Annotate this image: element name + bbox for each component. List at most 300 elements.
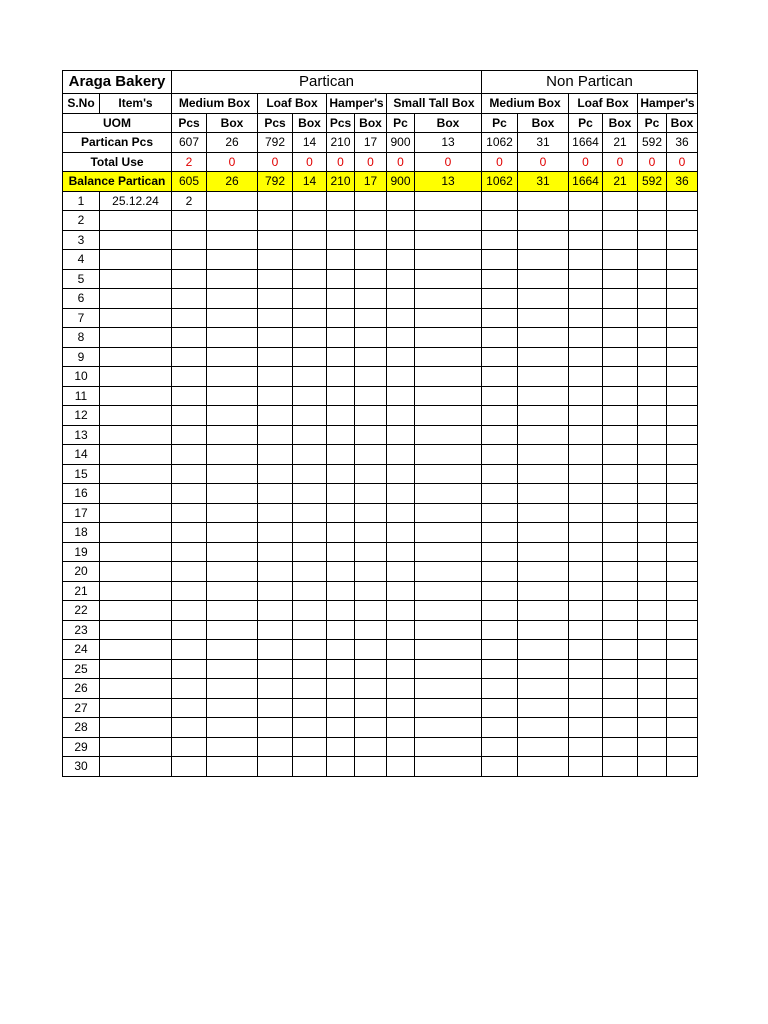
entry-cell[interactable] — [387, 425, 415, 445]
entry-cell[interactable] — [172, 367, 207, 387]
entry-cell[interactable] — [569, 269, 603, 289]
entry-cell[interactable] — [327, 191, 355, 211]
entry-cell[interactable] — [603, 640, 638, 660]
entry-cell[interactable] — [603, 445, 638, 465]
entry-cell[interactable] — [327, 250, 355, 270]
date-cell[interactable] — [100, 737, 172, 757]
entry-cell[interactable] — [667, 425, 698, 445]
entry-cell[interactable] — [258, 289, 293, 309]
entry-cell[interactable] — [482, 230, 518, 250]
entry-cell[interactable] — [415, 308, 482, 328]
entry-cell[interactable] — [603, 581, 638, 601]
entry-cell[interactable] — [638, 659, 667, 679]
entry-cell[interactable] — [518, 718, 569, 738]
entry-cell[interactable] — [387, 698, 415, 718]
entry-cell[interactable] — [387, 367, 415, 387]
entry-cell[interactable] — [667, 737, 698, 757]
entry-cell[interactable] — [355, 230, 387, 250]
entry-cell[interactable] — [327, 367, 355, 387]
entry-cell[interactable] — [207, 211, 258, 231]
entry-cell[interactable] — [518, 269, 569, 289]
date-cell[interactable] — [100, 230, 172, 250]
entry-cell[interactable] — [667, 757, 698, 777]
entry-cell[interactable] — [327, 328, 355, 348]
entry-cell[interactable] — [603, 464, 638, 484]
entry-cell[interactable] — [327, 620, 355, 640]
entry-cell[interactable] — [415, 367, 482, 387]
entry-cell[interactable] — [415, 425, 482, 445]
entry-cell[interactable] — [569, 698, 603, 718]
entry-cell[interactable] — [355, 328, 387, 348]
entry-cell[interactable] — [293, 328, 327, 348]
entry-cell[interactable] — [518, 308, 569, 328]
entry-cell[interactable] — [415, 347, 482, 367]
entry-cell[interactable] — [603, 250, 638, 270]
entry-cell[interactable] — [327, 269, 355, 289]
entry-cell[interactable] — [603, 542, 638, 562]
entry-cell[interactable] — [638, 698, 667, 718]
entry-cell[interactable] — [293, 620, 327, 640]
entry-cell[interactable] — [482, 367, 518, 387]
entry-cell[interactable] — [172, 406, 207, 426]
entry-cell[interactable] — [518, 640, 569, 660]
entry-cell[interactable] — [482, 328, 518, 348]
entry-cell[interactable] — [327, 718, 355, 738]
date-cell[interactable] — [100, 425, 172, 445]
entry-cell[interactable] — [518, 367, 569, 387]
partican-pcs-cell[interactable]: 26 — [207, 133, 258, 153]
entry-cell[interactable] — [387, 347, 415, 367]
entry-cell[interactable] — [327, 640, 355, 660]
date-cell[interactable] — [100, 328, 172, 348]
entry-cell[interactable] — [207, 464, 258, 484]
entry-cell[interactable] — [293, 191, 327, 211]
entry-cell[interactable] — [258, 230, 293, 250]
entry-cell[interactable] — [638, 269, 667, 289]
entry-cell[interactable] — [482, 737, 518, 757]
entry-cell[interactable] — [327, 757, 355, 777]
entry-cell[interactable] — [327, 230, 355, 250]
entry-cell[interactable] — [387, 328, 415, 348]
entry-cell[interactable] — [603, 757, 638, 777]
entry-cell[interactable] — [258, 718, 293, 738]
entry-cell[interactable] — [258, 464, 293, 484]
entry-cell[interactable] — [172, 757, 207, 777]
entry-cell[interactable] — [569, 620, 603, 640]
entry-cell[interactable] — [207, 484, 258, 504]
entry-cell[interactable] — [638, 562, 667, 582]
entry-cell[interactable] — [293, 250, 327, 270]
entry-cell[interactable] — [355, 347, 387, 367]
date-cell[interactable] — [100, 464, 172, 484]
entry-cell[interactable] — [293, 542, 327, 562]
entry-cell[interactable] — [667, 250, 698, 270]
entry-cell[interactable] — [569, 386, 603, 406]
entry-cell[interactable] — [638, 367, 667, 387]
entry-cell[interactable] — [258, 698, 293, 718]
entry-cell[interactable] — [415, 464, 482, 484]
partican-pcs-cell[interactable]: 900 — [387, 133, 415, 153]
entry-cell[interactable] — [482, 640, 518, 660]
entry-cell[interactable] — [415, 191, 482, 211]
entry-cell[interactable] — [603, 230, 638, 250]
entry-cell[interactable] — [207, 601, 258, 621]
entry-cell[interactable] — [569, 503, 603, 523]
entry-cell[interactable] — [603, 737, 638, 757]
date-cell[interactable] — [100, 386, 172, 406]
partican-pcs-cell[interactable]: 1664 — [569, 133, 603, 153]
entry-cell[interactable] — [667, 542, 698, 562]
entry-cell[interactable] — [518, 542, 569, 562]
date-cell[interactable] — [100, 484, 172, 504]
entry-cell[interactable] — [569, 464, 603, 484]
entry-cell[interactable] — [355, 523, 387, 543]
partican-pcs-cell[interactable]: 607 — [172, 133, 207, 153]
entry-cell[interactable] — [207, 679, 258, 699]
entry-cell[interactable] — [327, 679, 355, 699]
entry-cell[interactable] — [603, 347, 638, 367]
entry-cell[interactable] — [387, 562, 415, 582]
entry-cell[interactable] — [482, 562, 518, 582]
entry-cell[interactable] — [258, 425, 293, 445]
entry-cell[interactable] — [518, 191, 569, 211]
entry-cell[interactable] — [258, 191, 293, 211]
entry-cell[interactable] — [327, 386, 355, 406]
entry-cell[interactable] — [207, 718, 258, 738]
entry-cell[interactable] — [415, 269, 482, 289]
entry-cell[interactable] — [172, 640, 207, 660]
entry-cell[interactable] — [258, 347, 293, 367]
entry-cell[interactable] — [415, 562, 482, 582]
entry-cell[interactable] — [258, 503, 293, 523]
entry-cell[interactable] — [327, 445, 355, 465]
entry-cell[interactable] — [482, 601, 518, 621]
entry-cell[interactable] — [327, 659, 355, 679]
entry-cell[interactable] — [518, 406, 569, 426]
entry-cell[interactable] — [569, 718, 603, 738]
entry-cell[interactable] — [387, 484, 415, 504]
entry-cell[interactable] — [207, 757, 258, 777]
partican-pcs-cell[interactable]: 14 — [293, 133, 327, 153]
entry-cell[interactable] — [355, 640, 387, 660]
entry-cell[interactable] — [172, 347, 207, 367]
entry-cell[interactable] — [172, 620, 207, 640]
entry-cell[interactable] — [518, 757, 569, 777]
entry-cell[interactable] — [387, 445, 415, 465]
entry-cell[interactable] — [603, 328, 638, 348]
entry-cell[interactable] — [207, 347, 258, 367]
entry-cell[interactable] — [415, 601, 482, 621]
entry-cell[interactable] — [518, 230, 569, 250]
entry-cell[interactable] — [172, 581, 207, 601]
entry-cell[interactable] — [638, 250, 667, 270]
entry-cell[interactable] — [172, 328, 207, 348]
entry-cell[interactable] — [293, 523, 327, 543]
entry-cell[interactable] — [258, 542, 293, 562]
date-cell[interactable] — [100, 718, 172, 738]
entry-cell[interactable] — [482, 503, 518, 523]
entry-cell[interactable] — [569, 367, 603, 387]
entry-cell[interactable] — [569, 406, 603, 426]
entry-cell[interactable] — [258, 406, 293, 426]
entry-cell[interactable] — [207, 250, 258, 270]
entry-cell[interactable] — [415, 250, 482, 270]
entry-cell[interactable] — [569, 679, 603, 699]
entry-cell[interactable] — [638, 445, 667, 465]
entry-cell[interactable] — [207, 406, 258, 426]
entry-cell[interactable] — [172, 289, 207, 309]
entry-cell[interactable] — [387, 406, 415, 426]
entry-cell[interactable] — [638, 386, 667, 406]
entry-cell[interactable] — [258, 367, 293, 387]
date-cell[interactable] — [100, 620, 172, 640]
entry-cell[interactable] — [518, 425, 569, 445]
entry-cell[interactable] — [293, 679, 327, 699]
entry-cell[interactable] — [327, 308, 355, 328]
entry-cell[interactable] — [172, 542, 207, 562]
entry-cell[interactable] — [258, 523, 293, 543]
entry-cell[interactable] — [355, 620, 387, 640]
entry-cell[interactable] — [638, 640, 667, 660]
entry-cell[interactable] — [569, 308, 603, 328]
date-cell[interactable] — [100, 503, 172, 523]
entry-cell[interactable] — [172, 308, 207, 328]
entry-cell[interactable] — [293, 386, 327, 406]
entry-cell[interactable] — [569, 640, 603, 660]
entry-cell[interactable] — [667, 308, 698, 328]
entry-cell[interactable] — [355, 737, 387, 757]
entry-cell[interactable] — [569, 230, 603, 250]
entry-cell[interactable] — [387, 250, 415, 270]
entry-cell[interactable] — [293, 484, 327, 504]
entry-cell[interactable] — [258, 211, 293, 231]
entry-cell[interactable] — [355, 718, 387, 738]
entry-cell[interactable] — [569, 328, 603, 348]
date-cell[interactable] — [100, 269, 172, 289]
entry-cell[interactable] — [172, 464, 207, 484]
entry-cell[interactable] — [667, 503, 698, 523]
partican-pcs-cell[interactable]: 17 — [355, 133, 387, 153]
date-cell[interactable] — [100, 308, 172, 328]
entry-cell[interactable] — [603, 503, 638, 523]
entry-cell[interactable] — [327, 425, 355, 445]
entry-cell[interactable] — [603, 308, 638, 328]
entry-cell[interactable] — [387, 503, 415, 523]
entry-cell[interactable] — [482, 445, 518, 465]
entry-cell[interactable] — [258, 484, 293, 504]
entry-cell[interactable] — [415, 484, 482, 504]
entry-cell[interactable] — [172, 698, 207, 718]
entry-cell[interactable] — [603, 562, 638, 582]
entry-cell[interactable] — [258, 562, 293, 582]
entry-cell[interactable] — [172, 211, 207, 231]
entry-cell[interactable] — [172, 562, 207, 582]
entry-cell[interactable] — [258, 445, 293, 465]
entry-cell[interactable] — [207, 523, 258, 543]
entry-cell[interactable] — [258, 679, 293, 699]
entry-cell[interactable] — [415, 289, 482, 309]
entry-cell[interactable] — [293, 230, 327, 250]
entry-cell[interactable] — [387, 308, 415, 328]
entry-cell[interactable] — [482, 757, 518, 777]
entry-cell[interactable] — [355, 425, 387, 445]
entry-cell[interactable] — [207, 328, 258, 348]
entry-cell[interactable] — [415, 230, 482, 250]
entry-cell[interactable] — [638, 542, 667, 562]
entry-cell[interactable] — [293, 562, 327, 582]
entry-cell[interactable] — [569, 757, 603, 777]
entry-cell[interactable] — [638, 523, 667, 543]
entry-cell[interactable] — [603, 191, 638, 211]
entry-cell[interactable] — [415, 211, 482, 231]
date-cell[interactable] — [100, 347, 172, 367]
entry-cell[interactable] — [569, 289, 603, 309]
entry-cell[interactable] — [387, 620, 415, 640]
entry-cell[interactable] — [415, 542, 482, 562]
entry-cell[interactable] — [415, 679, 482, 699]
entry-cell[interactable] — [569, 659, 603, 679]
entry-cell[interactable] — [258, 757, 293, 777]
entry-cell[interactable] — [355, 367, 387, 387]
entry-cell[interactable] — [518, 484, 569, 504]
entry-cell[interactable] — [387, 289, 415, 309]
date-cell[interactable] — [100, 406, 172, 426]
entry-cell[interactable] — [603, 425, 638, 445]
entry-cell[interactable] — [569, 562, 603, 582]
entry-cell[interactable] — [387, 269, 415, 289]
entry-cell[interactable] — [638, 601, 667, 621]
entry-cell[interactable] — [603, 659, 638, 679]
entry-cell[interactable] — [327, 484, 355, 504]
entry-cell[interactable] — [667, 640, 698, 660]
entry-cell[interactable] — [258, 308, 293, 328]
entry-cell[interactable] — [603, 523, 638, 543]
entry-cell[interactable] — [207, 640, 258, 660]
entry-cell[interactable] — [387, 757, 415, 777]
entry-cell[interactable] — [355, 250, 387, 270]
entry-cell[interactable] — [518, 289, 569, 309]
entry-cell[interactable] — [638, 211, 667, 231]
entry-cell[interactable] — [207, 659, 258, 679]
entry-cell[interactable] — [355, 269, 387, 289]
entry-cell[interactable] — [207, 308, 258, 328]
entry-cell[interactable] — [327, 562, 355, 582]
entry-cell[interactable] — [293, 718, 327, 738]
entry-cell[interactable] — [638, 757, 667, 777]
entry-cell[interactable] — [327, 503, 355, 523]
date-cell[interactable] — [100, 289, 172, 309]
entry-cell[interactable] — [518, 562, 569, 582]
entry-cell[interactable] — [667, 698, 698, 718]
entry-cell[interactable] — [518, 386, 569, 406]
entry-cell[interactable] — [667, 347, 698, 367]
partican-pcs-cell[interactable]: 31 — [518, 133, 569, 153]
entry-cell[interactable] — [603, 718, 638, 738]
date-cell[interactable] — [100, 757, 172, 777]
entry-cell[interactable] — [355, 679, 387, 699]
partican-pcs-cell[interactable]: 36 — [667, 133, 698, 153]
entry-cell[interactable] — [638, 679, 667, 699]
entry-cell[interactable] — [415, 640, 482, 660]
entry-cell[interactable] — [207, 562, 258, 582]
entry-cell[interactable] — [415, 386, 482, 406]
entry-cell[interactable] — [415, 718, 482, 738]
entry-cell[interactable] — [569, 347, 603, 367]
entry-cell[interactable] — [387, 191, 415, 211]
entry-cell[interactable] — [667, 406, 698, 426]
partican-pcs-cell[interactable]: 592 — [638, 133, 667, 153]
entry-cell[interactable] — [355, 308, 387, 328]
entry-cell[interactable] — [518, 698, 569, 718]
entry-cell[interactable] — [207, 269, 258, 289]
date-cell[interactable]: 25.12.24 — [100, 191, 172, 211]
entry-cell[interactable] — [482, 718, 518, 738]
entry-cell[interactable] — [415, 737, 482, 757]
entry-cell[interactable] — [355, 386, 387, 406]
entry-cell[interactable] — [667, 679, 698, 699]
entry-cell[interactable] — [207, 425, 258, 445]
date-cell[interactable] — [100, 581, 172, 601]
entry-cell[interactable] — [638, 464, 667, 484]
entry-cell[interactable] — [293, 425, 327, 445]
entry-cell[interactable] — [603, 269, 638, 289]
date-cell[interactable] — [100, 367, 172, 387]
entry-cell[interactable] — [518, 581, 569, 601]
entry-cell[interactable] — [518, 737, 569, 757]
entry-cell[interactable] — [293, 737, 327, 757]
entry-cell[interactable] — [667, 289, 698, 309]
entry-cell[interactable] — [667, 601, 698, 621]
entry-cell[interactable] — [603, 484, 638, 504]
entry-cell[interactable] — [638, 581, 667, 601]
entry-cell[interactable] — [258, 640, 293, 660]
entry-cell[interactable] — [569, 601, 603, 621]
date-cell[interactable] — [100, 562, 172, 582]
entry-cell[interactable] — [667, 230, 698, 250]
entry-cell[interactable] — [667, 659, 698, 679]
entry-cell[interactable] — [415, 620, 482, 640]
entry-cell[interactable] — [207, 191, 258, 211]
entry-cell[interactable] — [482, 620, 518, 640]
entry-cell[interactable] — [327, 406, 355, 426]
entry-cell[interactable] — [638, 503, 667, 523]
entry-cell[interactable] — [355, 445, 387, 465]
entry-cell[interactable] — [518, 601, 569, 621]
entry-cell[interactable] — [482, 698, 518, 718]
entry-cell[interactable] — [355, 503, 387, 523]
entry-cell[interactable] — [667, 581, 698, 601]
entry-cell[interactable] — [387, 386, 415, 406]
entry-cell[interactable] — [603, 698, 638, 718]
date-cell[interactable] — [100, 679, 172, 699]
entry-cell[interactable] — [415, 445, 482, 465]
entry-cell[interactable] — [415, 406, 482, 426]
entry-cell[interactable] — [387, 230, 415, 250]
entry-cell[interactable] — [293, 367, 327, 387]
entry-cell[interactable] — [355, 698, 387, 718]
entry-cell[interactable] — [569, 542, 603, 562]
entry-cell[interactable] — [603, 601, 638, 621]
entry-cell[interactable] — [638, 289, 667, 309]
entry-cell[interactable] — [293, 289, 327, 309]
entry-cell[interactable] — [327, 601, 355, 621]
entry-cell[interactable] — [327, 464, 355, 484]
entry-cell[interactable] — [293, 640, 327, 660]
entry-cell[interactable] — [207, 367, 258, 387]
entry-cell[interactable] — [258, 269, 293, 289]
entry-cell[interactable] — [482, 250, 518, 270]
entry-cell[interactable] — [387, 464, 415, 484]
